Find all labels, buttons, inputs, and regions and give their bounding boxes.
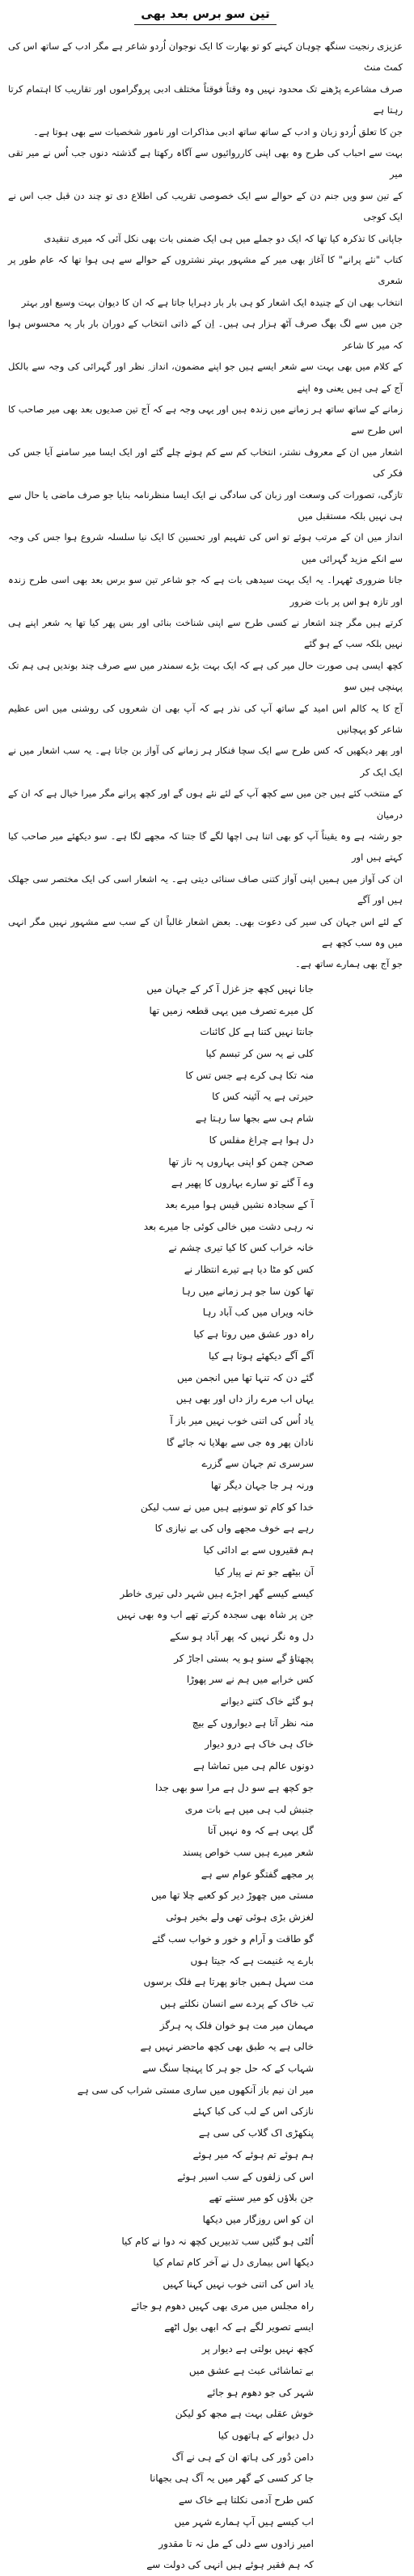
verse-line: جنبش لب ہی میں ہے بات مری [184, 1803, 314, 1815]
verse-line: جا کر کسی کے گھر میں یہ آگ ہی بجھانا [150, 2473, 314, 2485]
verse-line: شعر میرے ہیں سب خواص پسند [182, 1847, 314, 1858]
verse-line: منہ تکا ہی کرے ہے جس تس کا [185, 1069, 314, 1081]
prose-line: کے منتخب کئے ہیں جن میں سے کچھ آپ کے لئے نئے ہوں گے اور کچھ پرانے مگر میرا خیال ہے کہ ان کے درمیان [8, 788, 403, 821]
verse-line: اُلٹی ہو گئیں سب تدبیریں کچھ نہ دوا نے کام کیا [121, 2235, 314, 2247]
prose-line: اشعار میں ان کے معروف نشتر، انتخاب کم سے کم ہوتے چلے گئے اور ایک ایسا میر سامنے آیا جس کی فکر کی [8, 446, 403, 479]
verse-line: ان کو اس روزگار میں دیکھا [202, 2213, 314, 2225]
verse-line: شہاب کے کہ حل جو ہر کا پہنچا سنگ سے [142, 2063, 314, 2075]
verse-line: خدا کو کام تو سونپے ہیں میں نے سب لیکن [140, 1501, 314, 1513]
verse-line: خانہ ویراں میں کب آباد رہا [202, 1307, 314, 1319]
verse-line: گو طاقت و آرام و خور و خواب سب گئے [151, 1932, 314, 1945]
verse-line: بارے یہ غنیمت ہے کہ جیتا ہوں [190, 1954, 314, 1966]
verse-line: شام ہی سے بجھا سا رہتا ہے [195, 1113, 314, 1125]
verse-line: جن پر شاہ بھی سجدہ کرتے تھے اب وہ بھی نہیں [116, 1609, 314, 1621]
verse-line: مہمان میر مت ہو خوان فلک پہ ہرگز [159, 2019, 314, 2031]
column-header [8, 0, 403, 32]
verse-line: کہ ہم فقیر ہوئے ہیں انہی کی دولت سے [146, 2559, 314, 2571]
column-title: تین سو برس بعد بھی [134, 5, 276, 25]
verse-line: دونوں عالم ہی میں تماشا ہے [193, 1760, 314, 1772]
verse-line: نادان پھر وہ جی سے بھلایا نہ جائے گا [166, 1436, 314, 1448]
prose-line: کے تین سو ویں جنم دن کے حوالے سے ایک خصوصی تقریب کی اطلاع دی تو چند دن قبل جب اس نے ایک کوجی [8, 189, 403, 223]
verse-line: آن بیٹھے جو تم نے پیار کیا [214, 1565, 314, 1577]
verse-line: اب کیسے ہیں آپ ہمارے شہر میں [174, 2515, 314, 2527]
prose-line: جو آج بھی ہمارے ساتھ ہے۔ [294, 958, 403, 970]
verse-line: تب خاک کے پردے سے انسان نکلتے ہیں [159, 1997, 314, 2009]
verse-line: راہ مجلس میں مری بھی کہیں دھوم ہو جائے [130, 2299, 314, 2312]
verse-line: خاک ہی خاک ہے درو دیوار [205, 1738, 314, 1750]
verse-line: یاد اُس کی اتنی خوب نہیں میر باز آ [170, 1414, 314, 1426]
verse-line: خانہ خراب کس کا کیا تیری چشم نے [168, 1242, 314, 1254]
verse-line: اس کی زلفوں کے سب اسیر ہوئے [177, 2170, 314, 2182]
verse-line: جو کچھ ہے سو دل ہے مرا سو بھی جدا [155, 1781, 314, 1793]
prose-line: ان کی آواز میں ہمیں اپنی آواز کتنی صاف سنائی دیتی ہے۔ یہ اشعار اسی کی ایک مختصر سی جھلک ہیں اور آگے [8, 872, 403, 906]
prose-line: تازگی، تصورات کی وسعت اور زبان کی سادگی نے ایک ایسا منظرنامہ بنایا جو صرف ماضی یا حال سے ہی نہیں بلکہ مستقبل میں [8, 488, 403, 522]
verse-line: آگے آگے دیکھئے ہوتا ہے کیا [208, 1349, 314, 1362]
verse-line: دامن دُور کی ہاتھ ان کے ہی نے آگ [171, 2451, 314, 2463]
verse-line: خالی ہے یہ طبق بھی کچھ ماحضر نہیں ہے [140, 2041, 314, 2053]
prose-line: جانا ضروری ٹھہرا۔ یہ ایک بہت سیدھی بات ہے کہ جو شاعر تین سو برس بعد بھی اسی طرح زندہ اور تازہ ہو اس پر بات ضرور [8, 574, 403, 607]
prose-line: انتخاب بھی ان کے چنیدہ ایک اشعار کو ہی بار بار دہرایا جاتا ہے کہ ان کا دیوان بہت وسیع اور بہتر [21, 296, 403, 308]
verse-line: ہم ہوئے تم ہوئے کہ میر ہوئے [192, 2148, 314, 2160]
verse-line: جانتا نہیں کتنا ہے کل کائنات [200, 1026, 314, 1038]
verse-line: کس کو مٹا دیا ہے تیرے انتظار نے [184, 1264, 314, 1276]
verse-line: کل میرے تصرف میں یہی قطعہ زمیں تھا [149, 1004, 314, 1016]
prose-line: بہت سے احباب کی طرح وہ بھی اپنی کارروائیوں سے آگاہ رکھتا ہے گذشتہ دنوں جب اُس نے میر تقی میر [8, 147, 403, 180]
verse-list [8, 978, 403, 2576]
prose-line: کے کلام میں بھی بہت سے شعر ایسے ہیں جو اپنے مضمون، انداز ِ نظر اور گہرائی کی وجہ سے بالکل آج کے ہی ہیں یعنی وہ اپنے [8, 361, 403, 394]
prose-line: صرف مشاعرے پڑھنے تک محدود نہیں وہ وقتاً فوقتاً مختلف ادبی پروگراموں اور تقاریب کا اہتمام کرتا رہتا ہے [8, 82, 403, 116]
verse-line: میر ان نیم باز آنکھوں میں ساری مستی شراب کی سی ہے [77, 2084, 314, 2096]
verse-line: خوش عقلی بہت ہے مجھ کو لیکن [175, 2408, 314, 2420]
verse-line: پچھتاؤ گے سنو ہو یہ بستی اجاڑ کر [174, 1652, 314, 1664]
verse-line: پنکھڑی اک گلاب کی سی ہے [198, 2127, 314, 2139]
verse-line: ہو گئے خاک کتنے دیوانے [220, 1696, 314, 1708]
verse-line: یہاں اب مرے راز داں اور بھی ہیں [175, 1393, 314, 1405]
verse-line: نہ رہی دشت میں خالی کوئی جا میرے بعد [143, 1220, 314, 1232]
verse-line: آ کے سجادہ نشیں قیس ہوا میرے بعد [165, 1198, 314, 1210]
prose-line: انداز میں ان کے مرتب ہوئے تو اس کی تفہیم اور تحسین کا ایک نیا سلسلہ شروع ہوا جس کی وجہ سے انکے مزید گہرائی میں [8, 531, 403, 564]
verse-line: تھا کون سا جو ہر زمانے میں رہا [182, 1285, 314, 1297]
verse-line: بے تماشائی عبث ہے عشق میں [188, 2364, 314, 2376]
prose-line: کتاب "نئے پرانے" کا آغاز بھی میر کے مشہور بہتر نشتروں کے حوالے سے ہی ہوا تھا کہ عام طور پر شعری [8, 254, 403, 287]
verse-line: ورنہ ہر جا جہان دیگر تھا [210, 1480, 314, 1492]
verse-line: گل یہی ہے کہ وہ نہیں آتا [207, 1825, 314, 1837]
verse-line: کس طرح آدمی نکلتا ہے خاک سے [178, 2494, 314, 2506]
verse-line: نازکی اس کے لب کی کیا کہئے [192, 2105, 314, 2118]
verse-line: یاد اس کی اتنی خوب نہیں کہنا کہیں [163, 2278, 314, 2291]
verse-line: سرسری تم جہان سے گزرے [201, 1458, 314, 1470]
verse-line: دل دیوانے کے ہاتھوں کیا [218, 2429, 314, 2441]
prose-line: جاپانی کا تذکرہ کیا تھا کہ ایک دو جملے میں ہی ایک ضمنی بات بھی نکل آئی کہ میری تنقیدی [44, 232, 403, 244]
verse-line: دل ہوا ہے چراغ مفلس کا [209, 1134, 314, 1146]
prose-line: کچھ ایسی ہی صورت حال میر کی ہے کہ ایک بہت بڑے سمندر میں سے صرف چند بوندیں ہی ہم تک پہنچی ہیں سو [8, 659, 403, 693]
verse-line: ایسے تصویر لگے ہے کہ ابھی بول اٹھے [164, 2321, 314, 2333]
verse-line: جانا نہیں کچھ جز غزل آ کر کے جہان میں [146, 982, 314, 995]
verse-line: کلی نے یہ سن کر تبسم کیا [205, 1047, 314, 1059]
verse-line: پر مجھے گفتگو عوام سے ہے [201, 1868, 314, 1880]
verse-line: ہم فقیروں سے بے ادائی کیا [203, 1544, 314, 1556]
prose-line: جن میں سے لگ بھگ صرف آٹھ ہزار ہی ہیں۔ اِن کے ذاتی انتخاب کے دوران بار بار یہ محسوس ہوا کہ میر کا شاعر [8, 318, 403, 351]
prose-line: جو رشتہ ہے وہ یقیناً آپ کو بھی اتنا ہی اچھا لگے گا جتنا کہ مجھے لگا ہے۔ سو دیکھئے میر صاحب کیا کہتے ہیں اور [8, 830, 403, 864]
prose-line: آج کا یہ کالم اس امید کے ساتھ آپ کی نذر ہے کہ آپ بھی ان شعروں کی روشنی میں اس عظیم شاعر کو پہچانیں [8, 702, 403, 735]
verse-line: لغزش بڑی ہوئی تھی ولے بخیر ہوئی [166, 1911, 314, 1924]
verse-line: شہر کی جو دھوم ہو جائے [206, 2386, 314, 2398]
prose-line: جن کا تعلق اُردو زبان و ادب کے ساتھ ساتھ ادبی مذاکرات اور نامور شخصیات سے بھی ہوتا ہے۔ [33, 125, 403, 137]
verse-line: جن بلاؤں کو میر سنتے تھے [209, 2192, 314, 2204]
verse-line: مت سہل ہمیں جانو پھرتا ہے فلک برسوں [143, 1976, 314, 1988]
verse-line: کس خرابے میں ہم نے سر پھوڑا [186, 1674, 314, 1686]
article-prose [8, 36, 403, 975]
verse-line: حیرتی ہے یہ آئینہ کس کا [212, 1091, 314, 1103]
verse-line: رہے ہے خوف مجھے واں کی بے نیازی کا [154, 1522, 314, 1535]
verse-line: مستی میں چھوڑ دیر کو کعبے چلا تھا میں [150, 1890, 314, 1902]
prose-line: اور پھر دیکھیں کہ کس طرح سے ایک سچا فنکار ہر زمانے کی آواز بن جاتا ہے۔ یہ سب اشعار میں نے ایک ایک کر [8, 745, 403, 778]
verse-line: صحن چمن کو اپنی بہاروں پہ ناز تھا [168, 1155, 314, 1168]
prose-line: کے لئے اس جہان کی سیر کی دعوت بھی۔ بعض اشعار غالباً ان کے سب سے مشہور نہیں مگر انہی میں وہ سب کچھ ہے [8, 915, 403, 949]
verse-line: دیکھا اس بیماری دل نے آخر کام تمام کیا [153, 2257, 314, 2269]
verse-line: امیر زادوں سے دلی کے مل نہ تا مقدور [158, 2537, 314, 2549]
verse-line: وے آ گئے تو سارے بہاروں کا پھیر ہے [171, 1177, 314, 1189]
prose-line: عزیزی رنجیت سنگھ چوہان کہنے کو تو بھارت کا ایک نوجوان اُردو شاعر ہے مگر ادب کے ساتھ اس کی کمٹ منٹ [8, 40, 403, 74]
verse-line: کیسے کیسے گھر اجڑے ہیں شہر دلی تیری خاطر [120, 1587, 314, 1599]
verse-line: گئے دن کہ تنہا تھا میں انجمن میں [176, 1371, 314, 1383]
verse-line: راہ دور عشق میں روتا ہے کیا [193, 1328, 314, 1341]
verse-line: دل وہ نگر نہیں کہ پھر آباد ہو سکے [170, 1630, 314, 1642]
verse-line: منہ نظر آتا ہے دیواروں کے بیچ [192, 1717, 314, 1729]
prose-line: کرتے ہیں مگر چند اشعار نے کسی طرح سے اپنی شناخت بنائی اور بس پھر کیا تھا یہ شعر اپنے ہی نہیں بلکہ سب کے ہو گئے [8, 616, 403, 650]
prose-line: زمانے کے ساتھ ساتھ ہر زمانے میں زندہ ہیں اور یہی وجہ ہے کہ آج تین صدیوں بعد بھی میر صاحب کا اس طرح سے [8, 403, 403, 437]
verse-line: کچھ نہیں بولتی ہے دیوار پر [201, 2343, 314, 2355]
